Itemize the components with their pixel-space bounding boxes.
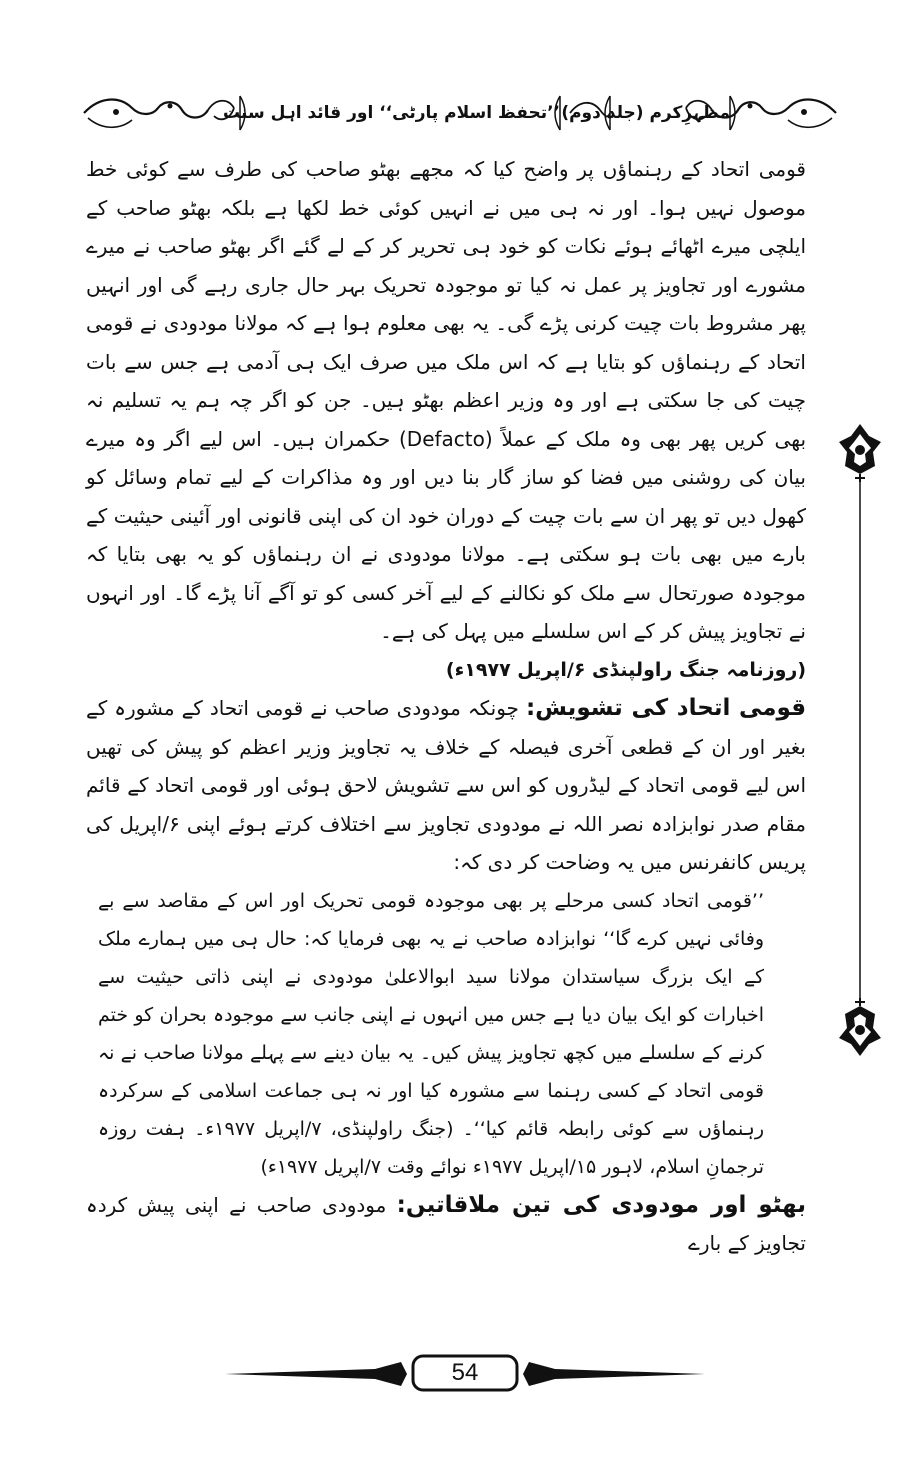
ornament-top-medallion bbox=[839, 424, 881, 482]
paragraph-3 bbox=[86, 1186, 806, 1263]
running-header bbox=[80, 88, 840, 138]
section-heading-meetings: بھٹو اور مودودی کی تین ملاقاتیں: bbox=[396, 1191, 806, 1218]
page-number: 54 bbox=[451, 1359, 479, 1386]
paragraph-2-text: چونکہ مودودی صاحب نے قومی اتحاد کے مشورہ کے بغیر اور ان کے قطعی آخری فیصلہ کے خلاف یہ تجاویز وزیر اعظم کو پیش کی تھیں اس لیے قومی اتحاد کے لیڈروں کو اس سے تشویش لاحق ہوئی اور قومی اتحاد کے قائم مقام صدر نوابزادہ نصر اللہ نے مودودی تجاویز سے اختلاف کرتے ہوئے اپنی ۶/اپریل کی پریس کانفرنس میں یہ وضاحت کر دی کہ: bbox=[86, 696, 806, 874]
source-citation: (روزنامہ جنگ راولپنڈی ۶/اپریل ۱۹۷۷ء) bbox=[445, 658, 806, 681]
paragraph-1: قومی اتحاد کے رہنماؤں پر واضح کیا کہ مجھے بھٹو صاحب کی طرف سے کوئی خط موصول نہیں ہوا۔ اور نہ ہی میں نے انہیں کوئی خط لکھا ہے بلکہ بھٹو صاحب کے ایلچی میرے اٹھائے ہوئے نکات کو خود ہی تحریر کر کے لے گئے اگر بھٹو صاحب نے میرے مشورے اور تجاویز پر عمل نہ کیا تو موجودہ تحریک بہر حال جاری رہے گی اور انہیں پھر مشروط بات چیت کرنی پڑے گی۔ یہ بھی معلوم ہوا ہے کہ مولانا مودودی نے قومی اتحاد کے رہنماؤں کو بتایا ہے کہ اس ملک میں صرف ایک ہی آدمی ہے جس سے بات چیت کی جا سکتی ہے اور وہ وزیر اعظم بھٹو ہیں۔ جن کو اگر چہ ہم یہ تسلیم نہ بھی کریں پھر بھی وہ ملک کے عملاً (Defacto) حکمران ہیں۔ اس لیے اگر وہ میرے بیان کی روشنی میں فضا کو ساز گار بنا دیں اور وہ مذاکرات کے لیے تمام وسائل کو کھول دیں تو پھر ان سے بات چیت کے دوران خود ان کی اپنی قانونی اور آئینی حیثیت کے بارے میں بھی بات ہو سکتی ہے۔ مولانا مودودی نے ان رہنماؤں کو یہ بھی بتایا کہ موجودہ صورتحال سے ملک کو نکالنے کے لیے آخر کسی کو تو آگے آنا پڑے گا۔ اور انہوں نے تجاویز پیش کر کے اس سلسلے میں پہل کی ہے۔ bbox=[86, 157, 807, 643]
paragraph-3-text: مودودی صاحب نے اپنی پیش کردہ تجاویز کے بارے bbox=[86, 1192, 806, 1255]
chapter-title: ’’تحفظ اسلام پارٹی‘‘ اور قائد اہل سنت bbox=[223, 103, 560, 123]
book-title: مظہرِکرم (جلد دوم) bbox=[561, 103, 730, 123]
page-footer bbox=[225, 1352, 705, 1396]
margin-ornament bbox=[835, 420, 885, 1060]
page-body bbox=[86, 150, 806, 1263]
paragraph-2 bbox=[86, 689, 806, 882]
ornament-bottom-medallion bbox=[839, 998, 881, 1056]
section-heading-qaumi-ittehad: قومی اتحاد کی تشویش: bbox=[525, 695, 807, 721]
block-quote: ’’قومی اتحاد کسی مرحلے پر بھی موجودہ قومی تحریک اور اس کے مقاصد سے بے وفائی نہیں کرے گا‘‘ نوابزادہ صاحب نے یہ بھی فرمایا کہ: حال ہی میں ہمارے ملک کے ایک بزرگ سیاستدان مولانا سید ابوالاعلیٰ مودودی نے اپنی ذاتی حیثیت سے اخبارات کو ایک بیان دیا ہے جس میں انہوں نے اپنی جانب سے موجودہ بحران کو ختم کرنے کے سلسلے میں کچھ تجاویز پیش کیں۔ یہ بیان دینے سے پہلے مولانا صاحب نے نہ قومی اتحاد کے کسی رہنما سے مشورہ کیا اور نہ ہی جماعت اسلامی کے سرکردہ رہنماؤں سے کوئی رابطہ قائم کیا‘‘۔ (جنگ راولپنڈی، ۷/اپریل ۱۹۷۷ء۔ ہفت روزہ ترجمانِ اسلام، لاہور ۱۵/اپریل ۱۹۷۷ء نوائے وقت ۷/اپریل ۱۹۷۷ء) bbox=[98, 889, 764, 1178]
